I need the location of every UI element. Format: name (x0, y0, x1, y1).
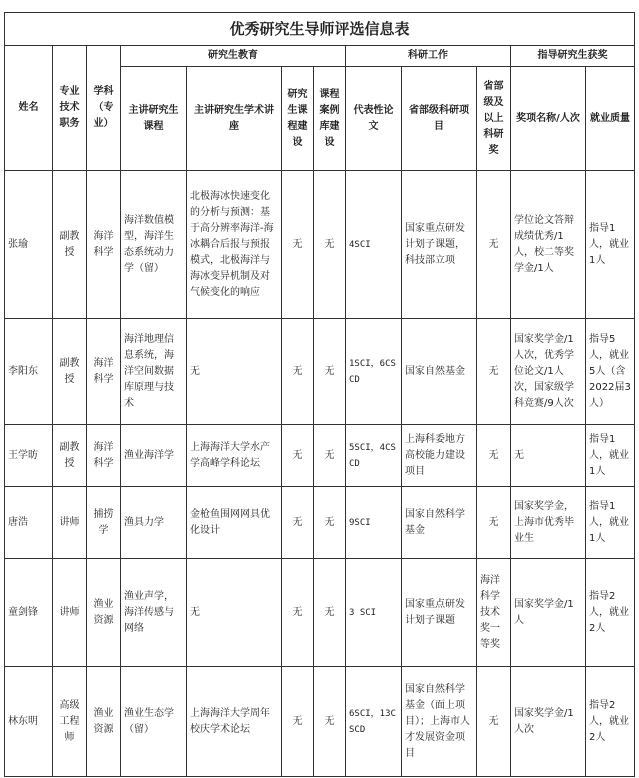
cell-course: 渔业海洋学 (121, 425, 187, 487)
table-row (5, 559, 635, 667)
cell-provincial-proj: 国家重点研发计划子课题 (402, 559, 477, 667)
cell-award-name: 国家奖学金，上海市优秀毕业生 (511, 487, 586, 559)
cell-course-build: 无 (282, 487, 314, 559)
header-course: 主讲研究生课程 (121, 67, 187, 171)
cell-award-name: 国家奖学金/1人次 (511, 667, 586, 777)
cell-paper: 3 SCI (346, 559, 402, 667)
cell-employment: 指导5人，就业5人（含2022届3人） (586, 319, 635, 425)
cell-title: 讲师 (53, 559, 87, 667)
header-group-awards: 指导研究生获奖 (511, 46, 635, 67)
header-group-education: 研究生教育 (121, 46, 346, 67)
cell-case-lib: 无 (314, 487, 346, 559)
cell-provincial-award: 无 (477, 667, 511, 777)
table-row (5, 171, 635, 319)
cell-employment: 指导1人，就业1人 (586, 425, 635, 487)
header-paper: 代表性论文 (346, 67, 402, 171)
cell-discipline: 渔业资源 (87, 667, 121, 777)
cell-course: 渔业生态学（留） (121, 667, 187, 777)
cell-discipline: 海洋科学 (87, 319, 121, 425)
header-course-build: 研究生课程建设 (282, 67, 314, 171)
table-row (5, 667, 635, 777)
cell-title: 讲师 (53, 487, 87, 559)
cell-provincial-proj: 国家自然科学基金（面上项目）；上海市人才发展资金项目 (402, 667, 477, 777)
table-row (5, 487, 635, 559)
cell-course: 海洋数值模型，海洋生态系统动力学（留） (121, 171, 187, 319)
table-row (5, 319, 635, 425)
cell-provincial-award: 海洋科学技术奖一等奖 (477, 559, 511, 667)
cell-discipline: 捕捞学 (87, 487, 121, 559)
cell-discipline: 渔业资源 (87, 559, 121, 667)
cell-title: 副教授 (53, 425, 87, 487)
cell-lecture: 金枪鱼围网网具优化设计 (187, 487, 282, 559)
cell-discipline: 海洋科学 (87, 171, 121, 319)
header-discipline: 学科（专业） (87, 46, 121, 171)
cell-name: 唐浩 (5, 487, 53, 559)
cell-course-build: 无 (282, 171, 314, 319)
cell-lecture: 上海海洋大学水产学高峰学科论坛 (187, 425, 282, 487)
page-title: 优秀研究生导师评选信息表 (5, 13, 635, 46)
cell-name: 林东明 (5, 667, 53, 777)
cell-discipline: 海洋科学 (87, 425, 121, 487)
cell-name: 张瑜 (5, 171, 53, 319)
cell-lecture: 无 (187, 319, 282, 425)
cell-provincial-proj: 国家自然科学基金 (402, 487, 477, 559)
cell-provincial-award: 无 (477, 425, 511, 487)
cell-lecture: 无 (187, 559, 282, 667)
cell-name: 童剑锋 (5, 559, 53, 667)
cell-award-name: 国家奖学金/1人 (511, 559, 586, 667)
header-lecture: 主讲研究生学术讲座 (187, 67, 282, 171)
cell-lecture: 北极海冰快速变化的分析与预测：基于高分辨率海洋-海冰耦合后报与预报模式，北极海洋与海冰变异机制及对气候变化的响应 (187, 171, 282, 319)
cell-name: 李阳东 (5, 319, 53, 425)
cell-course-build: 无 (282, 425, 314, 487)
cell-course-build: 无 (282, 559, 314, 667)
cell-paper: 5SCI，4CSCD (346, 425, 402, 487)
mentor-info-table (4, 12, 635, 777)
header-award-name: 奖项名称/人次 (511, 67, 586, 171)
cell-case-lib: 无 (314, 319, 346, 425)
cell-course: 海洋地理信息系统，海洋空间数据库原理与技术 (121, 319, 187, 425)
cell-award-name: 学位论文答辩成绩优秀/1人，校二等奖学金/1人 (511, 171, 586, 319)
cell-name: 王学昉 (5, 425, 53, 487)
cell-title: 高级工程师 (53, 667, 87, 777)
header-provincial-award: 省部级及以上科研奖 (477, 67, 511, 171)
header-name: 姓名 (5, 46, 53, 171)
cell-paper: 4SCI (346, 171, 402, 319)
cell-case-lib: 无 (314, 171, 346, 319)
cell-course: 渔具力学 (121, 487, 187, 559)
cell-case-lib: 无 (314, 559, 346, 667)
cell-employment: 指导1人，就业1人 (586, 487, 635, 559)
cell-paper: 6SCI，13CSCD (346, 667, 402, 777)
table-row (5, 425, 635, 487)
cell-course-build: 无 (282, 667, 314, 777)
header-employment: 就业质量 (586, 67, 635, 171)
cell-provincial-proj: 上海科委地方高校能力建设项目 (402, 425, 477, 487)
cell-provincial-award: 无 (477, 171, 511, 319)
cell-award-name: 国家奖学金/1人次，优秀学位论文/1人次，国家级学科竞赛/9人次 (511, 319, 586, 425)
header-group-research: 科研工作 (346, 46, 511, 67)
cell-case-lib: 无 (314, 667, 346, 777)
cell-employment: 指导2人，就业2人 (586, 667, 635, 777)
cell-provincial-award: 无 (477, 487, 511, 559)
header-case-lib: 课程案例库建设 (314, 67, 346, 171)
cell-course: 渔业声学，海洋传感与网络 (121, 559, 187, 667)
cell-employment: 指导2人，就业2人 (586, 559, 635, 667)
cell-provincial-proj: 国家重点研发计划子课题，科技部立项 (402, 171, 477, 319)
cell-paper: 9SCI (346, 487, 402, 559)
cell-title: 副教授 (53, 319, 87, 425)
cell-course-build: 无 (282, 319, 314, 425)
cell-provincial-proj: 国家自然基金 (402, 319, 477, 425)
cell-title: 副教授 (53, 171, 87, 319)
cell-paper: 1SCI，6CSCD (346, 319, 402, 425)
header-title: 专业技术职务 (53, 46, 87, 171)
cell-employment: 指导1人，就业1人 (586, 171, 635, 319)
cell-case-lib: 无 (314, 425, 346, 487)
cell-lecture: 上海海洋大学周年校庆学术论坛 (187, 667, 282, 777)
header-provincial-proj: 省部级科研项目 (402, 67, 477, 171)
cell-provincial-award: 无 (477, 319, 511, 425)
cell-award-name: 无 (511, 425, 586, 487)
